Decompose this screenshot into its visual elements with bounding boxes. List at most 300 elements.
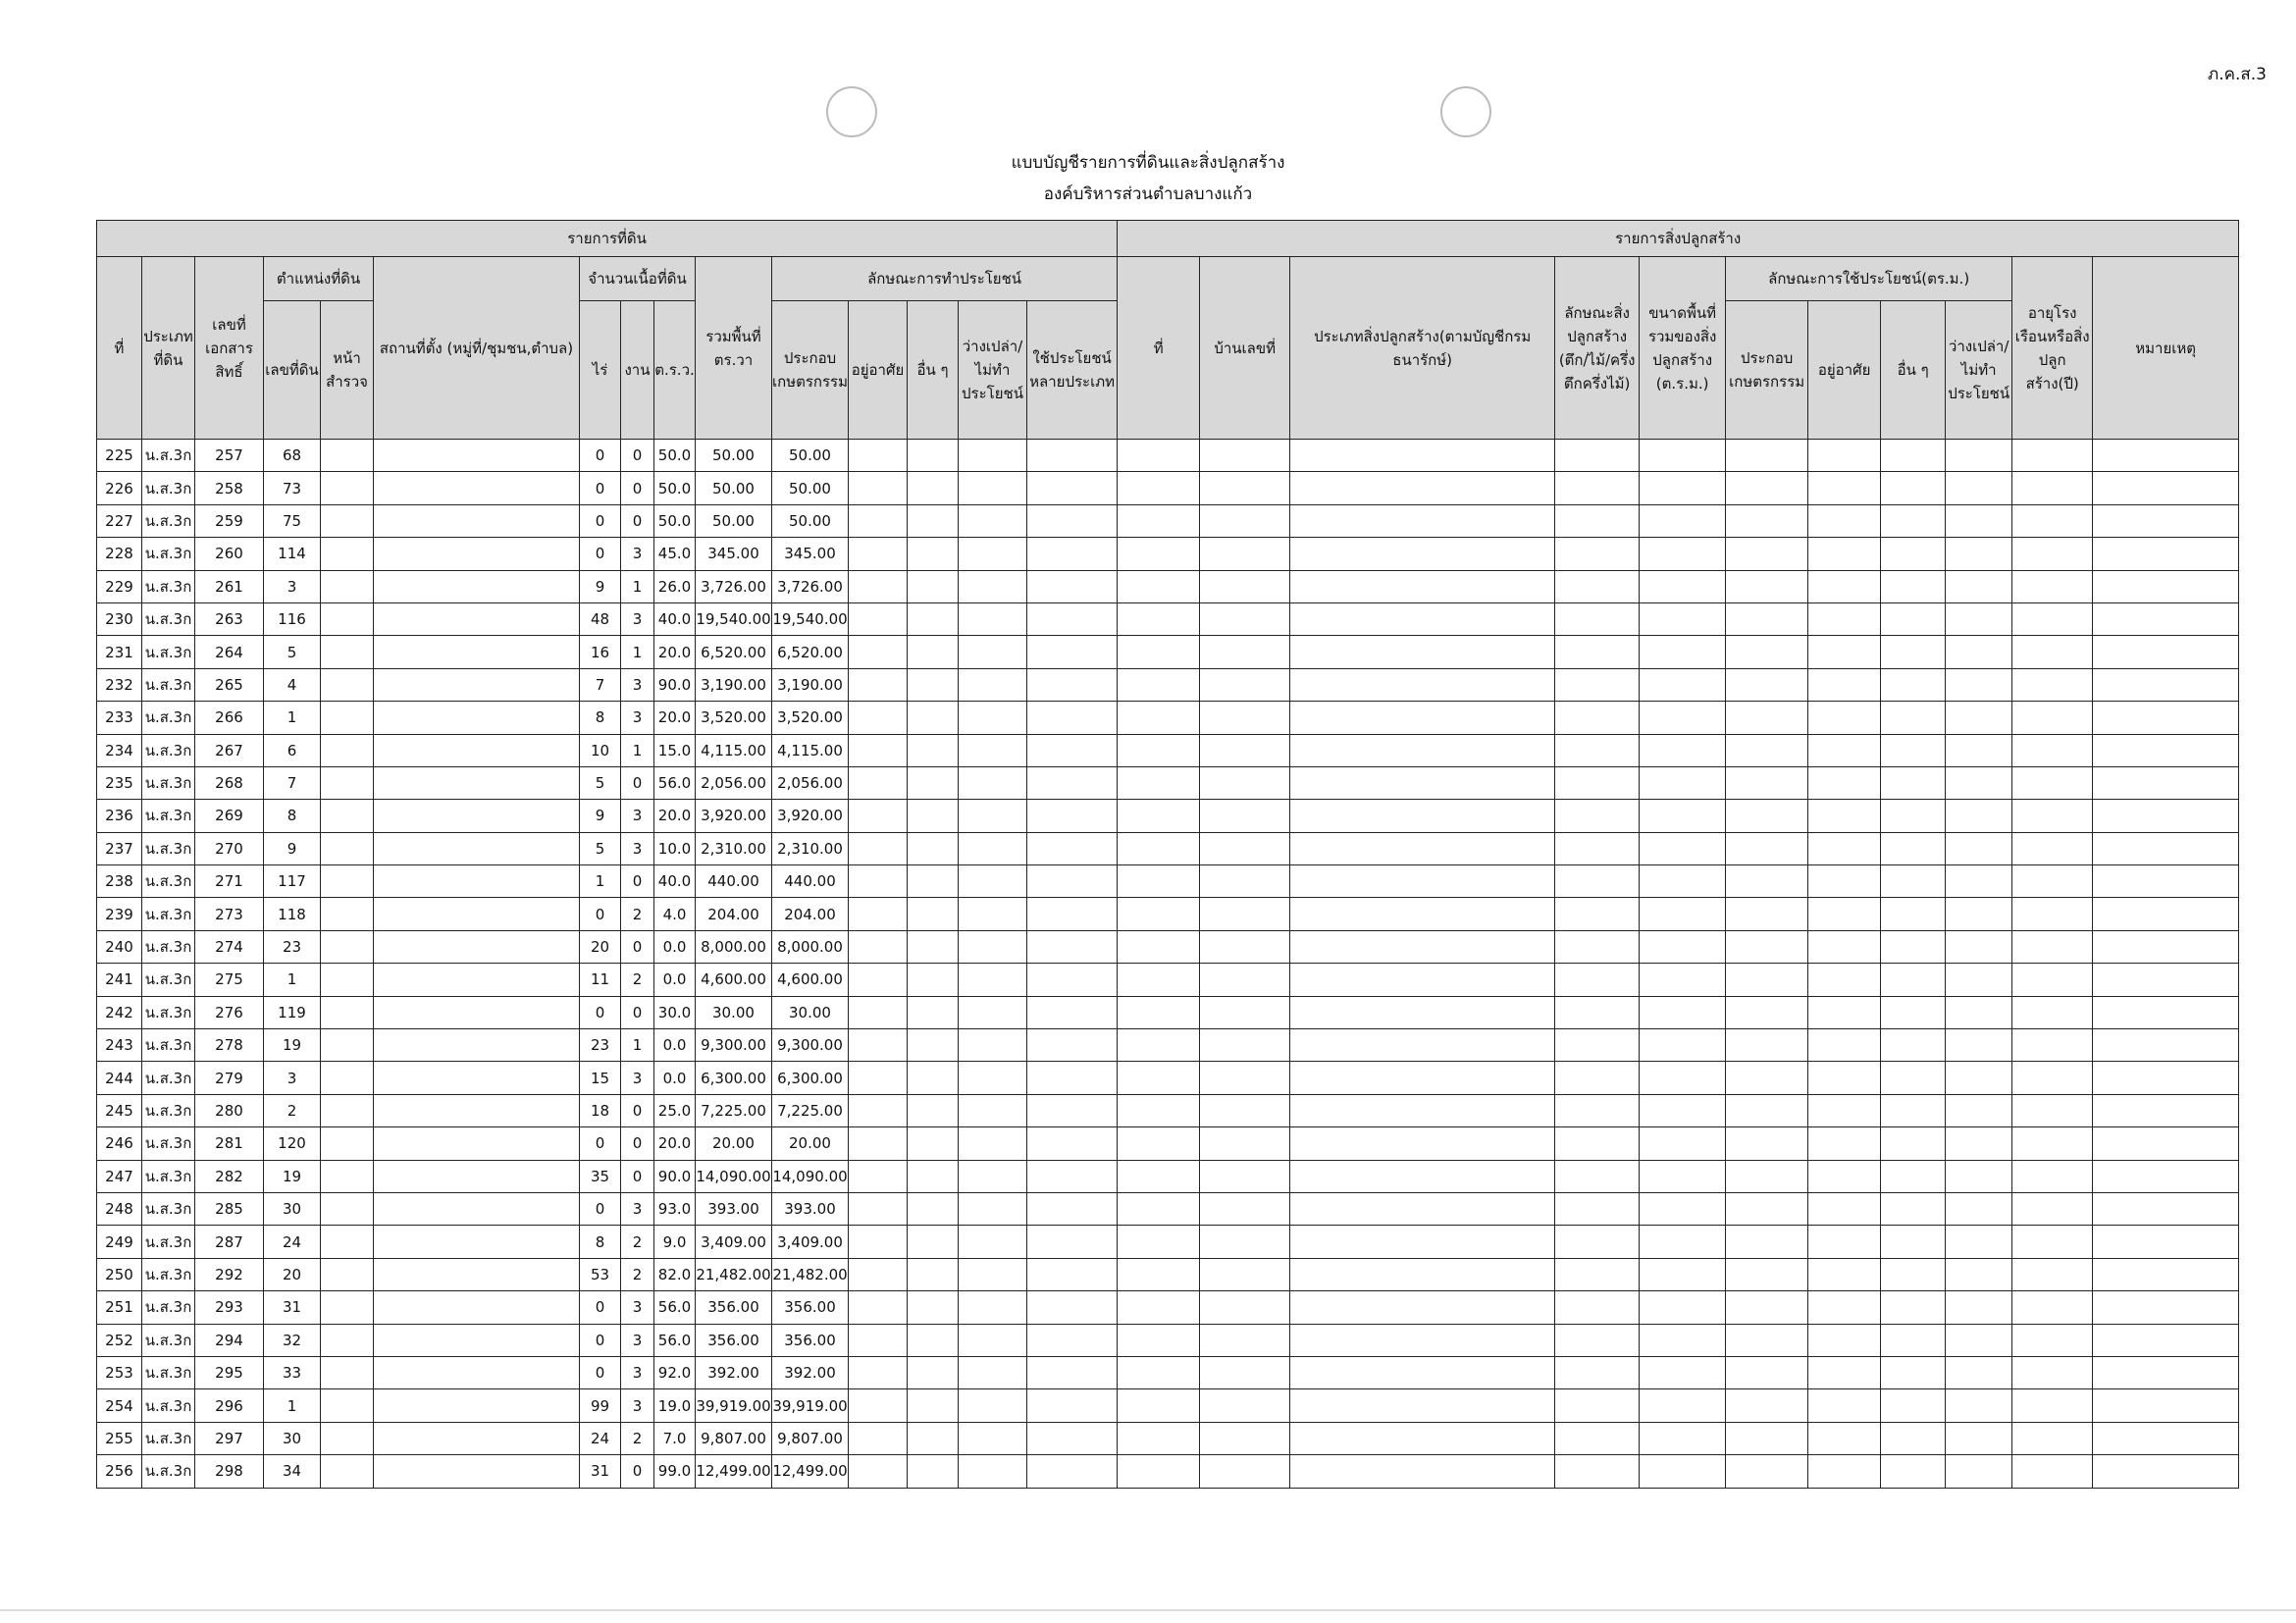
row-no: 235 xyxy=(97,766,142,799)
empty-cell xyxy=(2093,1455,2239,1488)
row-wa: 20.0 xyxy=(654,702,696,734)
empty-cell xyxy=(1726,636,1808,668)
empty-cell xyxy=(374,865,580,898)
empty-cell xyxy=(1808,1160,1881,1192)
row-rai: 0 xyxy=(580,996,621,1028)
empty-cell xyxy=(1027,1291,1118,1324)
empty-cell xyxy=(1290,1160,1555,1192)
empty-cell xyxy=(1118,1062,1200,1094)
row-doc-no: 263 xyxy=(195,602,264,635)
empty-cell xyxy=(959,1291,1027,1324)
empty-cell xyxy=(1881,1258,1946,1290)
empty-cell xyxy=(1555,1226,1640,1258)
empty-cell xyxy=(1027,1094,1118,1126)
table-row xyxy=(97,440,2239,472)
empty-cell xyxy=(1881,996,1946,1028)
row-land-type: น.ส.3ก xyxy=(142,1127,195,1160)
empty-cell xyxy=(2012,538,2093,570)
empty-cell xyxy=(959,1094,1027,1126)
empty-cell xyxy=(1946,1160,2012,1192)
empty-cell xyxy=(1640,602,1726,635)
col-building-vacant: ว่างเปล่า/ไม่ทำประโยชน์ xyxy=(1946,301,2012,440)
empty-cell xyxy=(1200,668,1290,701)
row-land-no: 3 xyxy=(264,570,321,602)
col-building-no: ที่ xyxy=(1118,257,1200,440)
empty-cell xyxy=(374,602,580,635)
row-land-no: 1 xyxy=(264,1389,321,1422)
row-agri: 3,520.00 xyxy=(772,702,849,734)
empty-cell xyxy=(374,996,580,1028)
row-wa: 26.0 xyxy=(654,570,696,602)
empty-cell xyxy=(1118,898,1200,930)
empty-cell xyxy=(1946,1226,2012,1258)
empty-cell xyxy=(1808,668,1881,701)
empty-cell xyxy=(1946,472,2012,504)
empty-cell xyxy=(1946,800,2012,832)
empty-cell xyxy=(1290,570,1555,602)
row-doc-no: 274 xyxy=(195,930,264,963)
row-ngan: 0 xyxy=(621,930,654,963)
table-row xyxy=(97,702,2239,734)
row-land-no: 7 xyxy=(264,766,321,799)
row-land-type: น.ส.3ก xyxy=(142,538,195,570)
row-land-type: น.ส.3ก xyxy=(142,602,195,635)
empty-cell xyxy=(1555,996,1640,1028)
empty-cell xyxy=(1200,898,1290,930)
empty-cell xyxy=(849,668,908,701)
empty-cell xyxy=(1200,1324,1290,1356)
empty-cell xyxy=(1726,504,1808,537)
row-wa: 20.0 xyxy=(654,800,696,832)
empty-cell xyxy=(1118,1094,1200,1126)
row-land-type: น.ส.3ก xyxy=(142,996,195,1028)
empty-cell xyxy=(1555,1192,1640,1225)
empty-cell xyxy=(1200,1258,1290,1290)
empty-cell xyxy=(2012,1324,2093,1356)
row-no: 225 xyxy=(97,440,142,472)
col-residence: อยู่อาศัย xyxy=(849,301,908,440)
row-agri: 3,920.00 xyxy=(772,800,849,832)
row-land-type: น.ส.3ก xyxy=(142,472,195,504)
empty-cell xyxy=(1118,636,1200,668)
empty-cell xyxy=(321,865,374,898)
row-rai: 8 xyxy=(580,702,621,734)
empty-cell xyxy=(1640,800,1726,832)
empty-cell xyxy=(1808,636,1881,668)
row-doc-no: 293 xyxy=(195,1291,264,1324)
empty-cell xyxy=(374,1291,580,1324)
empty-cell xyxy=(908,1029,959,1062)
row-agri: 4,600.00 xyxy=(772,964,849,996)
row-wa: 9.0 xyxy=(654,1226,696,1258)
empty-cell xyxy=(1027,440,1118,472)
empty-cell xyxy=(959,1127,1027,1160)
row-land-no: 68 xyxy=(264,440,321,472)
empty-cell xyxy=(1946,538,2012,570)
empty-cell xyxy=(849,1422,908,1454)
row-total-area: 393.00 xyxy=(696,1192,772,1225)
empty-cell xyxy=(374,930,580,963)
row-agri: 440.00 xyxy=(772,865,849,898)
empty-cell xyxy=(2093,668,2239,701)
empty-cell xyxy=(908,504,959,537)
row-land-no: 114 xyxy=(264,538,321,570)
empty-cell xyxy=(1027,1160,1118,1192)
empty-cell xyxy=(1726,440,1808,472)
empty-cell xyxy=(1027,472,1118,504)
empty-cell xyxy=(908,865,959,898)
empty-cell xyxy=(1555,668,1640,701)
empty-cell xyxy=(374,832,580,864)
row-total-area: 6,300.00 xyxy=(696,1062,772,1094)
row-no: 243 xyxy=(97,1029,142,1062)
empty-cell xyxy=(1946,930,2012,963)
row-total-area: 20.00 xyxy=(696,1127,772,1160)
empty-cell xyxy=(1726,865,1808,898)
row-rai: 16 xyxy=(580,636,621,668)
row-land-type: น.ส.3ก xyxy=(142,1192,195,1225)
row-no: 249 xyxy=(97,1226,142,1258)
empty-cell xyxy=(321,734,374,766)
empty-cell xyxy=(1290,865,1555,898)
row-rai: 5 xyxy=(580,832,621,864)
row-doc-no: 259 xyxy=(195,504,264,537)
row-no: 250 xyxy=(97,1258,142,1290)
col-house-no: บ้านเลขที่ xyxy=(1200,257,1290,440)
empty-cell xyxy=(321,1324,374,1356)
empty-cell xyxy=(374,1094,580,1126)
empty-cell xyxy=(2012,570,2093,602)
empty-cell xyxy=(1200,800,1290,832)
row-no: 232 xyxy=(97,668,142,701)
empty-cell xyxy=(2093,832,2239,864)
row-agri: 6,520.00 xyxy=(772,636,849,668)
empty-cell xyxy=(321,1356,374,1388)
row-ngan: 0 xyxy=(621,504,654,537)
row-wa: 25.0 xyxy=(654,1094,696,1126)
empty-cell xyxy=(849,996,908,1028)
empty-cell xyxy=(1118,1291,1200,1324)
empty-cell xyxy=(1640,996,1726,1028)
table-row xyxy=(97,1422,2239,1454)
empty-cell xyxy=(321,504,374,537)
row-total-area: 3,520.00 xyxy=(696,702,772,734)
row-ngan: 2 xyxy=(621,1258,654,1290)
row-rai: 31 xyxy=(580,1455,621,1488)
row-land-type: น.ส.3ก xyxy=(142,898,195,930)
building-section-header: รายการสิ่งปลูกสร้าง xyxy=(1118,221,2239,257)
empty-cell xyxy=(1881,1389,1946,1422)
empty-cell xyxy=(1027,930,1118,963)
row-doc-no: 258 xyxy=(195,472,264,504)
empty-cell xyxy=(1200,1127,1290,1160)
empty-cell xyxy=(374,766,580,799)
empty-cell xyxy=(1027,964,1118,996)
empty-cell xyxy=(849,1094,908,1126)
empty-cell xyxy=(849,1160,908,1192)
empty-cell xyxy=(1726,1127,1808,1160)
row-land-no: 30 xyxy=(264,1422,321,1454)
empty-cell xyxy=(374,1258,580,1290)
empty-cell xyxy=(1555,766,1640,799)
empty-cell xyxy=(1881,538,1946,570)
empty-cell xyxy=(1027,766,1118,799)
row-wa: 82.0 xyxy=(654,1258,696,1290)
row-rai: 48 xyxy=(580,602,621,635)
col-building-kind: ลักษณะสิ่งปลูกสร้าง (ตึก/ไม้/ครึ่งตึกครึ่งไม้) xyxy=(1555,257,1640,440)
row-wa: 0.0 xyxy=(654,930,696,963)
empty-cell xyxy=(1881,504,1946,537)
row-total-area: 30.00 xyxy=(696,996,772,1028)
empty-cell xyxy=(1808,930,1881,963)
empty-cell xyxy=(849,1192,908,1225)
empty-cell xyxy=(1200,1062,1290,1094)
row-rai: 1 xyxy=(580,865,621,898)
empty-cell xyxy=(2093,702,2239,734)
empty-cell xyxy=(1640,440,1726,472)
empty-cell xyxy=(1881,800,1946,832)
empty-cell xyxy=(2093,898,2239,930)
col-rai: ไร่ xyxy=(580,301,621,440)
row-rai: 23 xyxy=(580,1029,621,1062)
empty-cell xyxy=(1200,1356,1290,1388)
row-no: 240 xyxy=(97,930,142,963)
empty-cell xyxy=(1555,865,1640,898)
row-land-no: 117 xyxy=(264,865,321,898)
empty-cell xyxy=(908,930,959,963)
empty-cell xyxy=(1881,898,1946,930)
empty-cell xyxy=(2012,1192,2093,1225)
row-ngan: 1 xyxy=(621,1029,654,1062)
empty-cell xyxy=(1640,1127,1726,1160)
empty-cell xyxy=(1640,930,1726,963)
empty-cell xyxy=(1555,1455,1640,1488)
empty-cell xyxy=(1118,1127,1200,1160)
row-wa: 4.0 xyxy=(654,898,696,930)
empty-cell xyxy=(1808,1029,1881,1062)
row-agri: 7,225.00 xyxy=(772,1094,849,1126)
row-rai: 20 xyxy=(580,930,621,963)
empty-cell xyxy=(2012,472,2093,504)
empty-cell xyxy=(1555,1029,1640,1062)
empty-cell xyxy=(1118,440,1200,472)
empty-cell xyxy=(1200,1389,1290,1422)
empty-cell xyxy=(1118,766,1200,799)
empty-cell xyxy=(374,1029,580,1062)
empty-cell xyxy=(908,898,959,930)
row-no: 229 xyxy=(97,570,142,602)
empty-cell xyxy=(1200,702,1290,734)
row-land-type: น.ส.3ก xyxy=(142,668,195,701)
row-no: 256 xyxy=(97,1455,142,1488)
row-total-area: 6,520.00 xyxy=(696,636,772,668)
empty-cell xyxy=(2093,1192,2239,1225)
row-land-type: น.ส.3ก xyxy=(142,766,195,799)
row-rai: 11 xyxy=(580,964,621,996)
col-survey-page: หน้าสำรวจ xyxy=(321,301,374,440)
empty-cell xyxy=(321,1192,374,1225)
empty-cell xyxy=(374,702,580,734)
row-land-no: 1 xyxy=(264,702,321,734)
row-land-no: 2 xyxy=(264,1094,321,1126)
empty-cell xyxy=(1555,930,1640,963)
empty-cell xyxy=(374,636,580,668)
row-no: 252 xyxy=(97,1324,142,1356)
empty-cell xyxy=(2093,1356,2239,1388)
empty-cell xyxy=(374,504,580,537)
row-agri: 204.00 xyxy=(772,898,849,930)
empty-cell xyxy=(374,1160,580,1192)
empty-cell xyxy=(959,800,1027,832)
row-total-area: 356.00 xyxy=(696,1291,772,1324)
row-wa: 50.0 xyxy=(654,472,696,504)
table-row xyxy=(97,1324,2239,1356)
empty-cell xyxy=(1555,800,1640,832)
empty-cell xyxy=(1640,538,1726,570)
table-row xyxy=(97,602,2239,635)
empty-cell xyxy=(908,832,959,864)
row-wa: 10.0 xyxy=(654,832,696,864)
row-agri: 14,090.00 xyxy=(772,1160,849,1192)
empty-cell xyxy=(1640,570,1726,602)
row-doc-no: 297 xyxy=(195,1422,264,1454)
empty-cell xyxy=(1640,1422,1726,1454)
empty-cell xyxy=(1946,702,2012,734)
row-land-no: 73 xyxy=(264,472,321,504)
empty-cell xyxy=(2012,1258,2093,1290)
empty-cell xyxy=(849,800,908,832)
row-doc-no: 282 xyxy=(195,1160,264,1192)
empty-cell xyxy=(1118,1029,1200,1062)
row-agri: 9,807.00 xyxy=(772,1422,849,1454)
empty-cell xyxy=(1290,964,1555,996)
row-doc-no: 257 xyxy=(195,440,264,472)
empty-cell xyxy=(1027,1192,1118,1225)
empty-cell xyxy=(1946,504,2012,537)
row-wa: 30.0 xyxy=(654,996,696,1028)
empty-cell xyxy=(1726,602,1808,635)
row-land-type: น.ส.3ก xyxy=(142,1291,195,1324)
empty-cell xyxy=(321,1094,374,1126)
empty-cell xyxy=(908,1094,959,1126)
empty-cell xyxy=(374,898,580,930)
col-building-agri: ประกอบเกษตรกรรม xyxy=(1726,301,1808,440)
empty-cell xyxy=(1118,1356,1200,1388)
empty-cell xyxy=(1200,1029,1290,1062)
row-rai: 5 xyxy=(580,766,621,799)
row-wa: 20.0 xyxy=(654,1127,696,1160)
row-ngan: 0 xyxy=(621,1455,654,1488)
row-ngan: 3 xyxy=(621,1192,654,1225)
empty-cell xyxy=(1808,734,1881,766)
row-total-area: 50.00 xyxy=(696,440,772,472)
empty-cell xyxy=(321,538,374,570)
empty-cell xyxy=(1640,865,1726,898)
table-row xyxy=(97,1192,2239,1225)
row-wa: 15.0 xyxy=(654,734,696,766)
empty-cell xyxy=(374,800,580,832)
empty-cell xyxy=(1027,1127,1118,1160)
row-wa: 99.0 xyxy=(654,1455,696,1488)
empty-cell xyxy=(1290,1094,1555,1126)
empty-cell xyxy=(849,930,908,963)
row-land-no: 5 xyxy=(264,636,321,668)
empty-cell xyxy=(1118,800,1200,832)
empty-cell xyxy=(959,1029,1027,1062)
row-land-type: น.ส.3ก xyxy=(142,570,195,602)
row-total-area: 39,919.00 xyxy=(696,1389,772,1422)
empty-cell xyxy=(1726,734,1808,766)
empty-cell xyxy=(849,538,908,570)
row-no: 233 xyxy=(97,702,142,734)
empty-cell xyxy=(1808,538,1881,570)
empty-cell xyxy=(374,1062,580,1094)
row-ngan: 0 xyxy=(621,440,654,472)
row-rai: 53 xyxy=(580,1258,621,1290)
row-agri: 50.00 xyxy=(772,440,849,472)
empty-cell xyxy=(1027,1062,1118,1094)
empty-cell xyxy=(321,636,374,668)
empty-cell xyxy=(1027,865,1118,898)
empty-cell xyxy=(1881,1324,1946,1356)
row-ngan: 3 xyxy=(621,1389,654,1422)
row-no: 242 xyxy=(97,996,142,1028)
empty-cell xyxy=(1726,898,1808,930)
row-ngan: 0 xyxy=(621,1094,654,1126)
empty-cell xyxy=(1200,1422,1290,1454)
table-row xyxy=(97,504,2239,537)
empty-cell xyxy=(1118,702,1200,734)
row-rai: 99 xyxy=(580,1389,621,1422)
row-doc-no: 261 xyxy=(195,570,264,602)
row-land-no: 20 xyxy=(264,1258,321,1290)
row-doc-no: 268 xyxy=(195,766,264,799)
empty-cell xyxy=(1118,668,1200,701)
col-multi-use: ใช้ประโยชน์หลายประเภท xyxy=(1027,301,1118,440)
row-wa: 0.0 xyxy=(654,964,696,996)
empty-cell xyxy=(849,570,908,602)
row-agri: 4,115.00 xyxy=(772,734,849,766)
empty-cell xyxy=(1200,930,1290,963)
empty-cell xyxy=(2093,636,2239,668)
row-no: 254 xyxy=(97,1389,142,1422)
empty-cell xyxy=(1881,1291,1946,1324)
empty-cell xyxy=(1118,1160,1200,1192)
row-total-area: 8,000.00 xyxy=(696,930,772,963)
empty-cell xyxy=(908,964,959,996)
empty-cell xyxy=(1726,1029,1808,1062)
empty-cell xyxy=(1290,1226,1555,1258)
empty-cell xyxy=(1881,1226,1946,1258)
empty-cell xyxy=(849,440,908,472)
empty-cell xyxy=(1290,734,1555,766)
empty-cell xyxy=(1726,1258,1808,1290)
empty-cell xyxy=(1881,1356,1946,1388)
empty-cell xyxy=(374,964,580,996)
empty-cell xyxy=(374,1192,580,1225)
row-doc-no: 269 xyxy=(195,800,264,832)
row-agri: 20.00 xyxy=(772,1127,849,1160)
row-doc-no: 292 xyxy=(195,1258,264,1290)
empty-cell xyxy=(1808,602,1881,635)
empty-cell xyxy=(1726,1160,1808,1192)
empty-cell xyxy=(1726,570,1808,602)
empty-cell xyxy=(321,472,374,504)
empty-cell xyxy=(1881,1127,1946,1160)
empty-cell xyxy=(849,1291,908,1324)
row-no: 241 xyxy=(97,964,142,996)
row-land-no: 24 xyxy=(264,1226,321,1258)
